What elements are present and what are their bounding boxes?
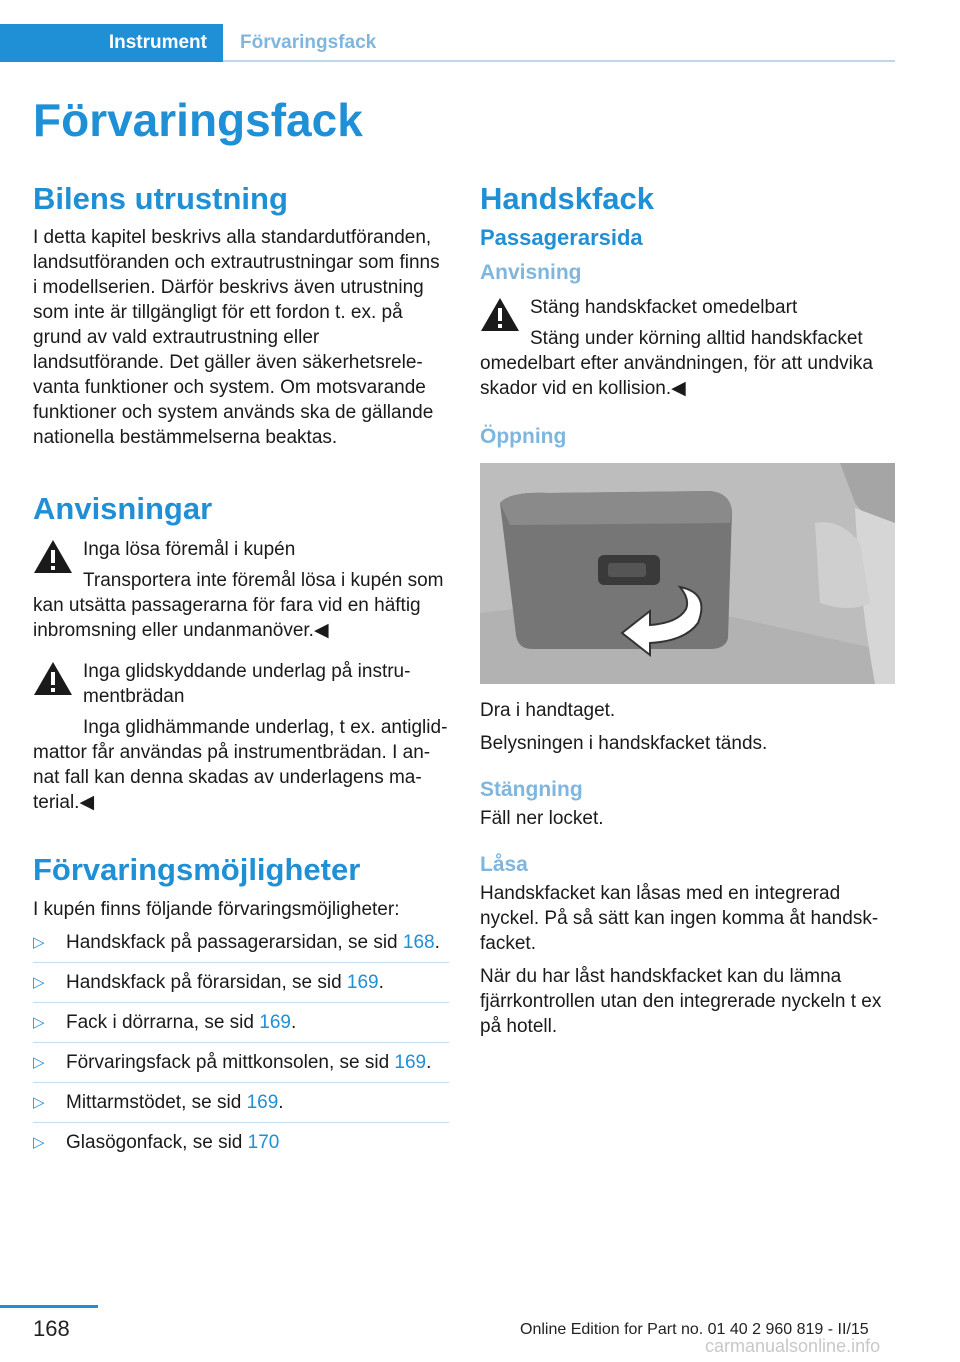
closing-text: Fäll ner locket.: [480, 808, 604, 830]
page-number: 168: [33, 1316, 70, 1341]
opening-step1: Dra i handtaget.: [480, 700, 616, 722]
equipment-heading: Bilens utrustning: [33, 181, 288, 216]
triangle-right-icon: ▷: [33, 1133, 45, 1151]
closing-heading: Stängning: [480, 778, 583, 802]
equipment-text: I detta kapitel beskrivs alla standardutföranden, landsutföranden och extrautrustningar som finns i modellserien. Därför beskrivs även utrustning som inte är tillgängligt för ett fordon t. ex. på grund av vald extrautrustning eller landsutförande. Det gäller även säkerhetsrelevanta funktioner och system. Om motsvarande funktioner och system används ska de gällande nationella bestämmelserna beaktas.: [33, 227, 440, 449]
page-link[interactable]: 169: [259, 1011, 291, 1033]
glovebox-heading: Handskfack: [480, 181, 655, 216]
warning-icon: [33, 539, 73, 574]
glovebox-photo: [480, 463, 895, 684]
storage-list: [33, 930, 449, 1162]
edition-text: Online Edition for Part no. 01 40 2 960 819 - II/15: [520, 1321, 869, 1338]
warning-icon: [480, 297, 520, 332]
opening-step2: Belysningen i handskfacket tänds.: [480, 733, 768, 755]
triangle-right-icon: ▷: [33, 1013, 45, 1031]
storage-heading: Förvaringsmöjligheter: [33, 852, 361, 888]
opening-heading: Öppning: [480, 425, 567, 449]
page-link[interactable]: 169: [346, 971, 379, 993]
warning-text: Transportera inte föremål lösa i kupén som kan utsätta passagerarna för fara vid en häftig inbromsning eller undanmanöver.◀: [33, 570, 444, 642]
page-link[interactable]: 169: [246, 1091, 279, 1113]
warning-close-glovebox: [480, 295, 896, 401]
list-item: ▷ Förvaringsfack på mittkonsolen, se sid 169.: [33, 1050, 449, 1083]
warning-loose-objects: [33, 537, 449, 643]
left-column: [33, 180, 449, 1169]
warning-title: Inga glidskyddande underlag på instrumentbrädan: [83, 661, 411, 708]
warning-dashboard-mats: [33, 659, 449, 815]
triangle-right-icon: ▷: [33, 973, 45, 991]
warning-title: Inga lösa föremål i kupén: [83, 539, 296, 561]
storage-intro: I kupén finns följande förvaringsmöjligheter:: [33, 898, 400, 920]
triangle-right-icon: ▷: [33, 933, 45, 951]
right-column: [480, 180, 896, 1047]
warning-text: Stäng under körning alltid handskfacket omedelbart efter användningen, för att undvika skador vid en kollision.◀: [480, 328, 873, 400]
lock-text-2: När du har låst handskfacket kan du lämna fjärrkontrollen utan den integrerade nyckeln t ex på hotell.: [480, 966, 882, 1038]
watermark: carmanualsonline.info: [705, 1336, 881, 1356]
list-item: ▷ Glasögonfack, se sid 170: [33, 1131, 280, 1153]
footer-rule: [0, 1305, 98, 1308]
page-link[interactable]: 168: [402, 931, 435, 953]
warning-icon: [33, 661, 73, 696]
header-rule: [223, 60, 895, 62]
warning-text: Inga glidhämmande underlag, t ex. antiglidmattor får användas på instrumentbrädan. I annat fall kan denna skadas av underlagens material.◀: [33, 717, 448, 814]
list-item: ▷ Handskfack på passagerarsidan, se sid 168.: [33, 930, 449, 963]
warning-title: Stäng handskfacket omedelbart: [530, 297, 798, 319]
triangle-right-icon: ▷: [33, 1093, 45, 1111]
list-item: ▷ Handskfack på förarsidan, se sid 169.: [33, 970, 449, 1003]
page-link[interactable]: 169: [394, 1051, 427, 1073]
lock-text: Handskfacket kan låsas med en integrerad nyckel. På så sätt kan ingen komma åt handskfacket.: [480, 883, 879, 955]
notes-heading: Anvisningar: [33, 491, 213, 527]
triangle-right-icon: ▷: [33, 1053, 45, 1071]
list-item: ▷ Fack i dörrarna, se sid 169.: [33, 1010, 449, 1043]
tab-instrument[interactable]: Instrument: [0, 24, 223, 62]
passenger-side-heading: Passagerarsida: [480, 225, 643, 251]
page-link[interactable]: 170: [247, 1131, 280, 1153]
lock-heading: Låsa: [480, 853, 528, 877]
page-title: Förvaringsfack: [33, 94, 363, 146]
note-heading: Anvisning: [480, 261, 582, 285]
list-item: ▷ Mittarmstödet, se sid 169.: [33, 1090, 449, 1123]
header-tabs: [0, 24, 895, 62]
tab-forvaringsfack[interactable]: Förvaringsfack: [240, 32, 377, 53]
